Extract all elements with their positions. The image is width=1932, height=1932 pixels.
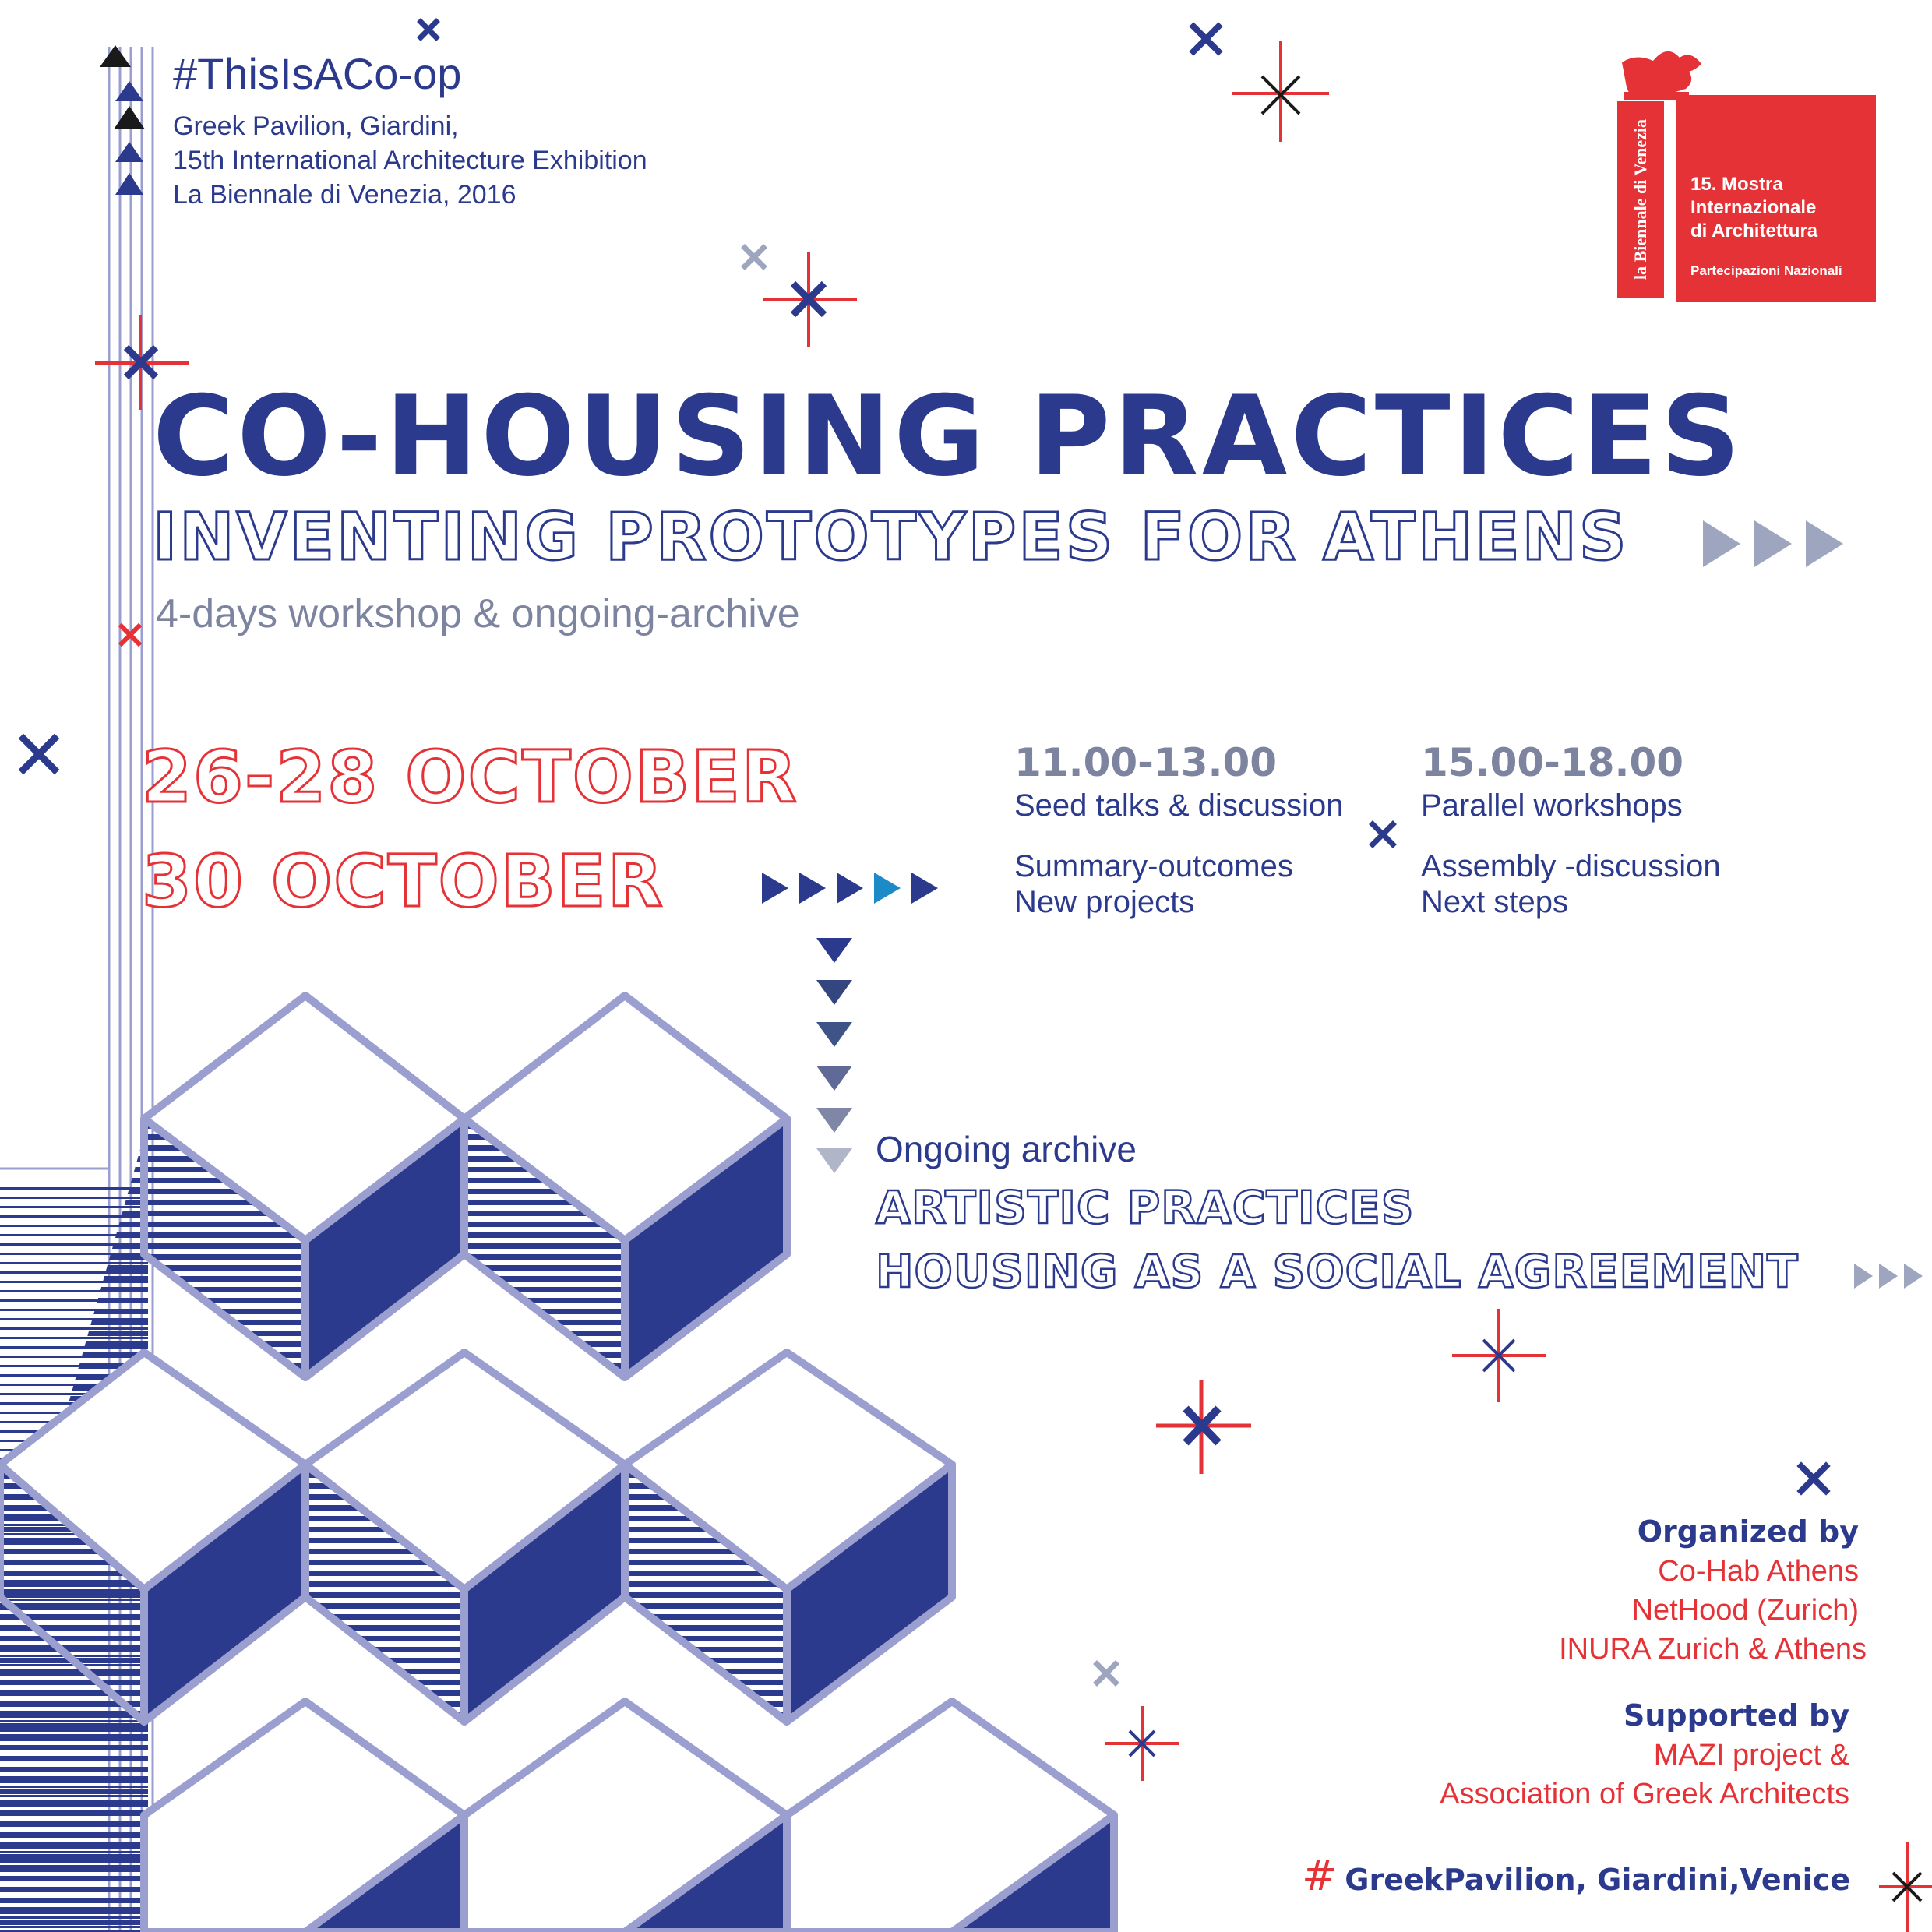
afternoon-line-2: Assembly -discussion <box>1421 849 1721 883</box>
organizer-1: Co-Hab Athens <box>1658 1555 1859 1588</box>
title-arrow-icons <box>1703 520 1843 567</box>
footer-text: GreekPavilion, Giardini,Venice <box>1345 1863 1850 1897</box>
venue-line-3: La Biennale di Venezia, 2016 <box>173 180 516 210</box>
header-triangle-icons <box>100 45 145 195</box>
date-1: 26-28 OCTOBER <box>142 735 799 819</box>
morning-line-2: Summary-outcomes <box>1014 849 1293 883</box>
afternoon-line-3: Next steps <box>1421 885 1568 919</box>
supporter-1: MAZI project & <box>1653 1739 1849 1772</box>
venue-line-2: 15th International Architecture Exhibition <box>173 146 647 175</box>
biennale-title-line-2: Internazionale <box>1690 197 1817 218</box>
afternoon-line-1: Parallel workshops <box>1421 788 1683 823</box>
biennale-title-line-1: 15. Mostra <box>1690 174 1783 195</box>
morning-line-1: Seed talks & discussion <box>1014 788 1344 823</box>
footer <box>1302 1851 1850 1900</box>
biennale-subtitle: Partecipazioni Nazionali <box>1690 263 1842 278</box>
subtitle: INVENTING PROTOTYPES FOR ATHENS <box>153 499 1629 575</box>
archive-item-2: HOUSING AS A SOCIAL AGREEMENT <box>876 1245 1799 1298</box>
hashtag: #ThisIsACo-op <box>173 49 462 98</box>
organizer-3: INURA Zurich & Athens <box>1559 1633 1867 1666</box>
date-2: 30 OCTOBER <box>142 840 665 923</box>
supporter-2: Association of Greek Architects <box>1440 1778 1849 1810</box>
morning-line-3: New projects <box>1014 885 1195 919</box>
biennale-logo <box>1676 95 1876 302</box>
hash-icon: # <box>1302 1851 1338 1900</box>
main-title: CO-HOUSING PRACTICES <box>153 372 1743 501</box>
biennale-title <box>1690 173 1870 243</box>
supported-by-label: Supported by <box>1623 1698 1849 1733</box>
archive-item-1: ARTISTIC PRACTICES <box>876 1181 1415 1234</box>
date-arrow-icons <box>762 873 938 904</box>
biennale-title-line-3: di Architettura <box>1690 220 1818 242</box>
venue-line-1: Greek Pavilion, Giardini, <box>173 111 459 141</box>
archive-label: Ongoing archive <box>876 1129 1137 1169</box>
afternoon-time: 15.00-18.00 <box>1421 740 1684 785</box>
biennale-vertical-text: la Biennale di Venezia <box>1631 119 1650 280</box>
archive-arrow-icons <box>1854 1264 1923 1289</box>
biennale-vertical-band <box>1617 101 1664 298</box>
down-arrow-icons <box>816 938 852 1173</box>
organized-by-label: Organized by <box>1637 1514 1859 1549</box>
organizer-2: NetHood (Zurich) <box>1631 1594 1859 1627</box>
winged-lion-icon <box>1622 51 1701 100</box>
morning-time: 11.00-13.00 <box>1014 740 1278 785</box>
tagline: 4-days workshop & ongoing-archive <box>156 591 800 636</box>
